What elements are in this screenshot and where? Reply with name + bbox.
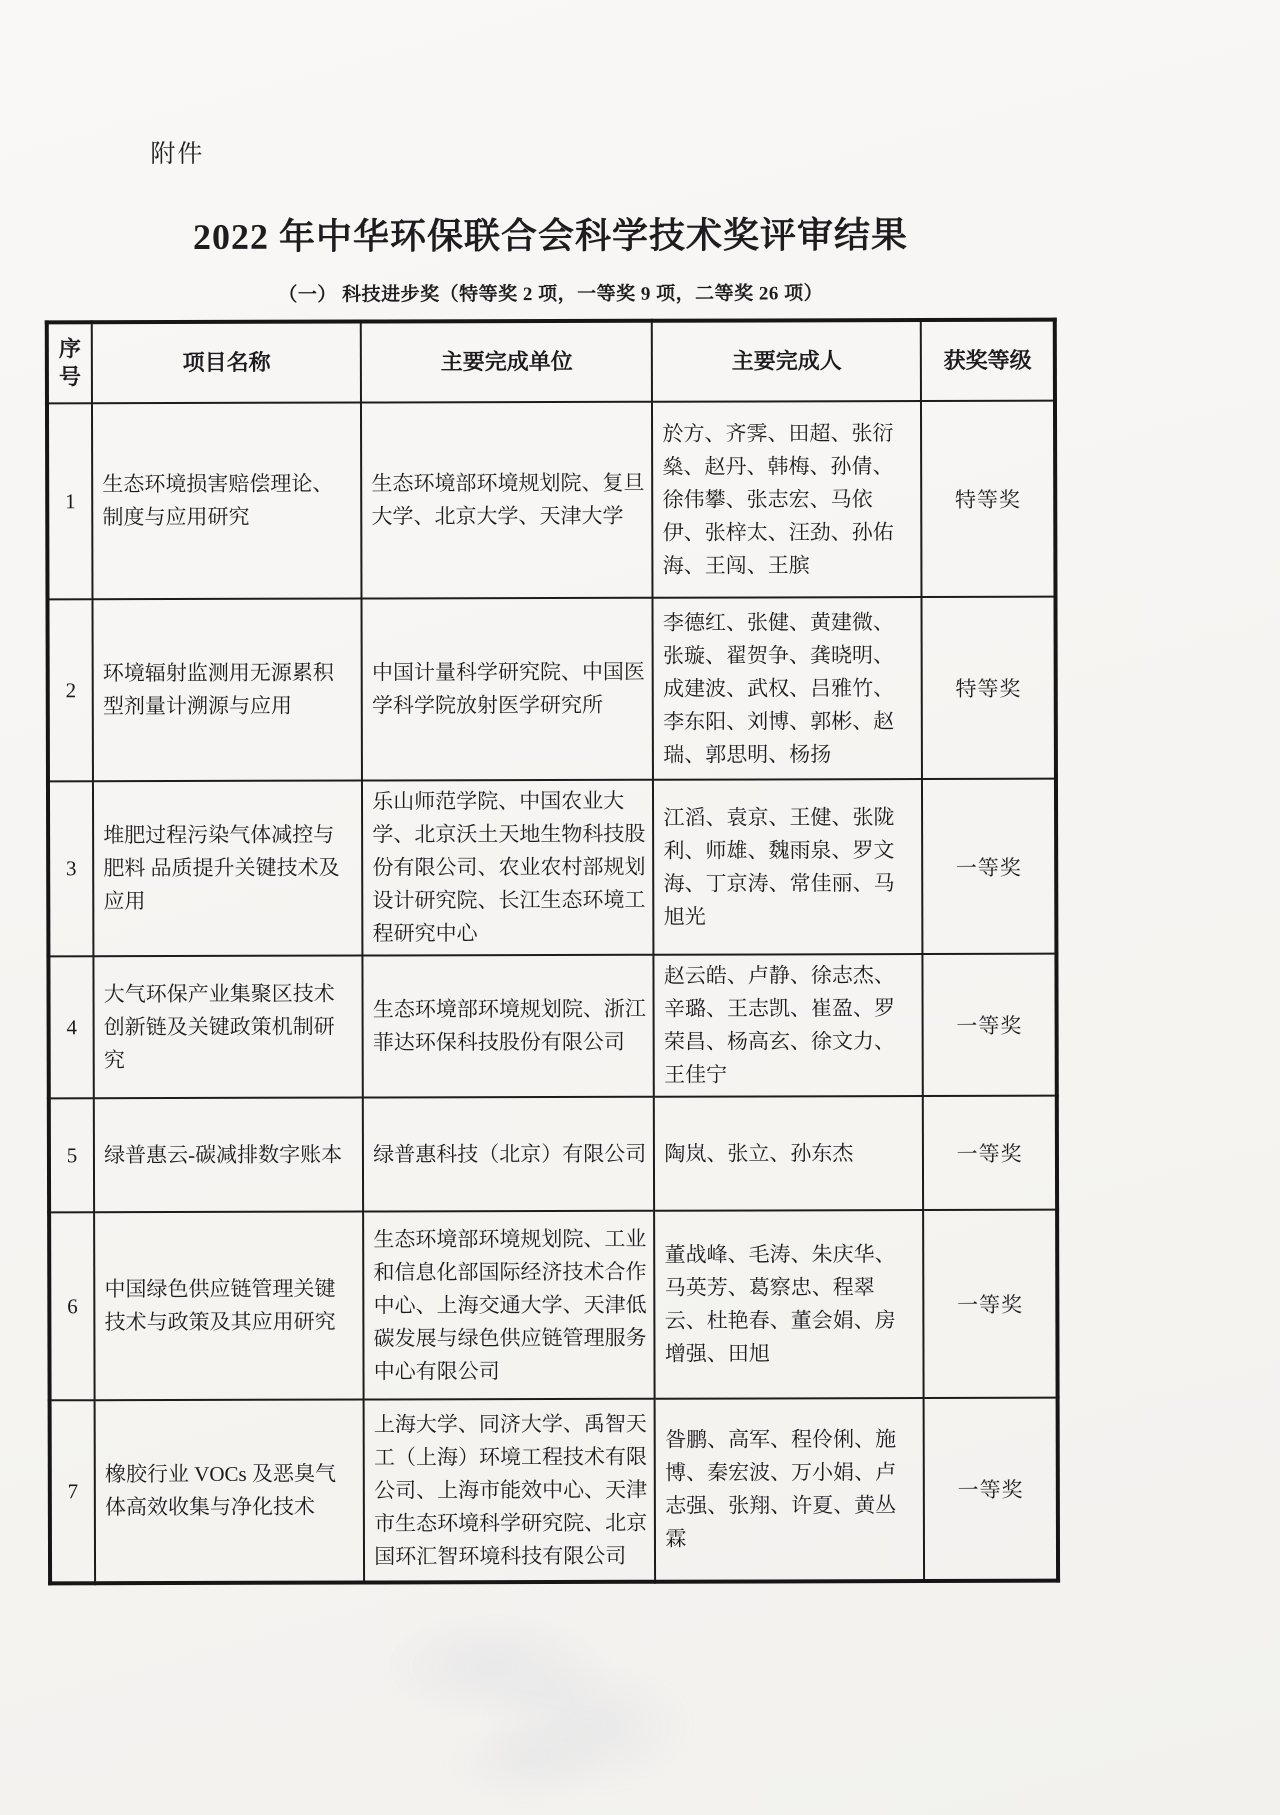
awards-table <box>45 318 1060 1586</box>
cell-award-grade: 一等奖 <box>922 779 1056 954</box>
cell-award-grade: 特等奖 <box>921 401 1055 597</box>
table-row <box>47 401 1056 600</box>
cell-project-name: 大气环保产业集聚区技术创新链及关键政策机制研究 <box>94 955 363 1098</box>
cell-main-units: 生态环境部环境规划院、复旦大学、北京大学、天津大学 <box>361 402 653 599</box>
header-main-contributors: 主要完成人 <box>652 320 921 402</box>
cell-main-units: 乐山师范学院、中国农业大学、北京沃土天地生物科技股份有限公司、农业农村部规划设计研究院、长江生态环境工程研究中心 <box>362 780 654 956</box>
cell-serial-number: 3 <box>48 781 94 956</box>
cell-award-grade: 特等奖 <box>922 597 1056 779</box>
header-award-grade: 获奖等级 <box>921 320 1055 401</box>
page-content <box>44 0 1060 1585</box>
cell-main-contributors: 江滔、袁京、王健、张陇利、师雄、魏雨泉、罗文海、丁京涛、常佳丽、马旭光 <box>653 779 923 955</box>
cell-serial-number: 4 <box>48 956 94 1098</box>
section-subtitle: （一） 科技进步奖（特等奖 2 项，一等奖 9 项，二等奖 26 项） <box>278 283 824 306</box>
cell-main-contributors: 董战峰、毛涛、朱庆华、马英芳、葛察忠、程翠云、杜艳春、董会娟、房增强、田旭 <box>654 1210 924 1399</box>
header-project-name: 项目名称 <box>92 321 361 403</box>
cell-main-contributors: 昝鹏、高军、程伶俐、施博、秦宏波、万小娟、卢志强、张翔、许夏、黄丛霖 <box>655 1398 925 1582</box>
cell-award-grade: 一等奖 <box>923 954 1057 1096</box>
faint-scan-watermark <box>330 1570 760 1810</box>
table-header-row <box>47 320 1055 404</box>
cell-main-contributors: 陶岚、张立、孙东杰 <box>654 1096 923 1211</box>
cell-main-contributors: 於方、齐霁、田超、张衍燊、赵丹、韩梅、孙倩、徐伟攀、张志宏、马依伊、张梓太、汪劲、孙佑海、王闯、王膑 <box>652 401 922 598</box>
table-row <box>49 1096 1057 1213</box>
cell-serial-number: 6 <box>49 1212 95 1400</box>
table-row <box>47 597 1055 782</box>
cell-award-grade: 一等奖 <box>924 1398 1058 1581</box>
header-serial-number: 序号 <box>47 322 92 403</box>
table-row <box>50 1398 1058 1584</box>
cell-main-units: 中国计量科学研究院、中国医学科学院放射医学研究所 <box>362 598 654 781</box>
table-row <box>48 954 1056 1099</box>
cell-award-grade: 一等奖 <box>924 1210 1058 1398</box>
cell-project-name: 中国绿色供应链管理关键技术与政策及其应用研究 <box>94 1211 364 1400</box>
cell-project-name: 生态环境损害赔偿理论、制度与应用研究 <box>92 402 362 599</box>
cell-serial-number: 5 <box>49 1098 94 1212</box>
cell-main-units: 生态环境部环境规划院、浙江菲达环保科技股份有限公司 <box>363 955 655 1098</box>
cell-main-units: 生态环境部环境规划院、工业和信息化部国际经济技术合作中心、上海交通大学、天津低碳发展与绿色供应链管理服务中心有限公司 <box>363 1211 655 1400</box>
cell-serial-number: 2 <box>47 599 93 781</box>
cell-main-units: 绿普惠科技（北京）有限公司 <box>363 1097 654 1212</box>
header-main-units: 主要完成单位 <box>361 321 652 403</box>
cell-award-grade: 一等奖 <box>923 1096 1057 1210</box>
cell-project-name: 环境辐射监测用无源累积型剂量计溯源与应用 <box>93 598 363 781</box>
cell-project-name: 堆肥过程污染气体减控与肥料 品质提升关键技术及应用 <box>93 780 363 956</box>
cell-main-units: 上海大学、同济大学、禹智天工（上海）环境工程技术有限公司、上海市能效中心、天津市生态环境科学研究院、北京国环汇智环境科技有限公司 <box>364 1399 656 1583</box>
cell-project-name: 绿普惠云-碳减排数字账本 <box>94 1097 363 1212</box>
cell-main-contributors: 李德红、张健、黄建微、张璇、翟贺争、龚晓明、成建波、武权、吕雅竹、李东阳、刘博、郭彬、赵瑞、郭思明、杨扬 <box>653 597 923 780</box>
table-row <box>48 779 1056 957</box>
table-row <box>49 1210 1057 1401</box>
cell-project-name: 橡胶行业 VOCs 及恶臭气体高效收集与净化技术 <box>95 1399 365 1583</box>
attachment-label: 附件 <box>150 140 205 169</box>
cell-main-contributors: 赵云皓、卢静、徐志杰、辛璐、王志凯、崔盈、罗荣昌、杨高玄、徐文力、王佳宁 <box>654 954 923 1097</box>
cell-serial-number: 7 <box>50 1400 96 1583</box>
cell-serial-number: 1 <box>47 403 93 599</box>
document-title: 2022 年中华环保联合会科学技术奖评审结果 <box>192 215 909 257</box>
